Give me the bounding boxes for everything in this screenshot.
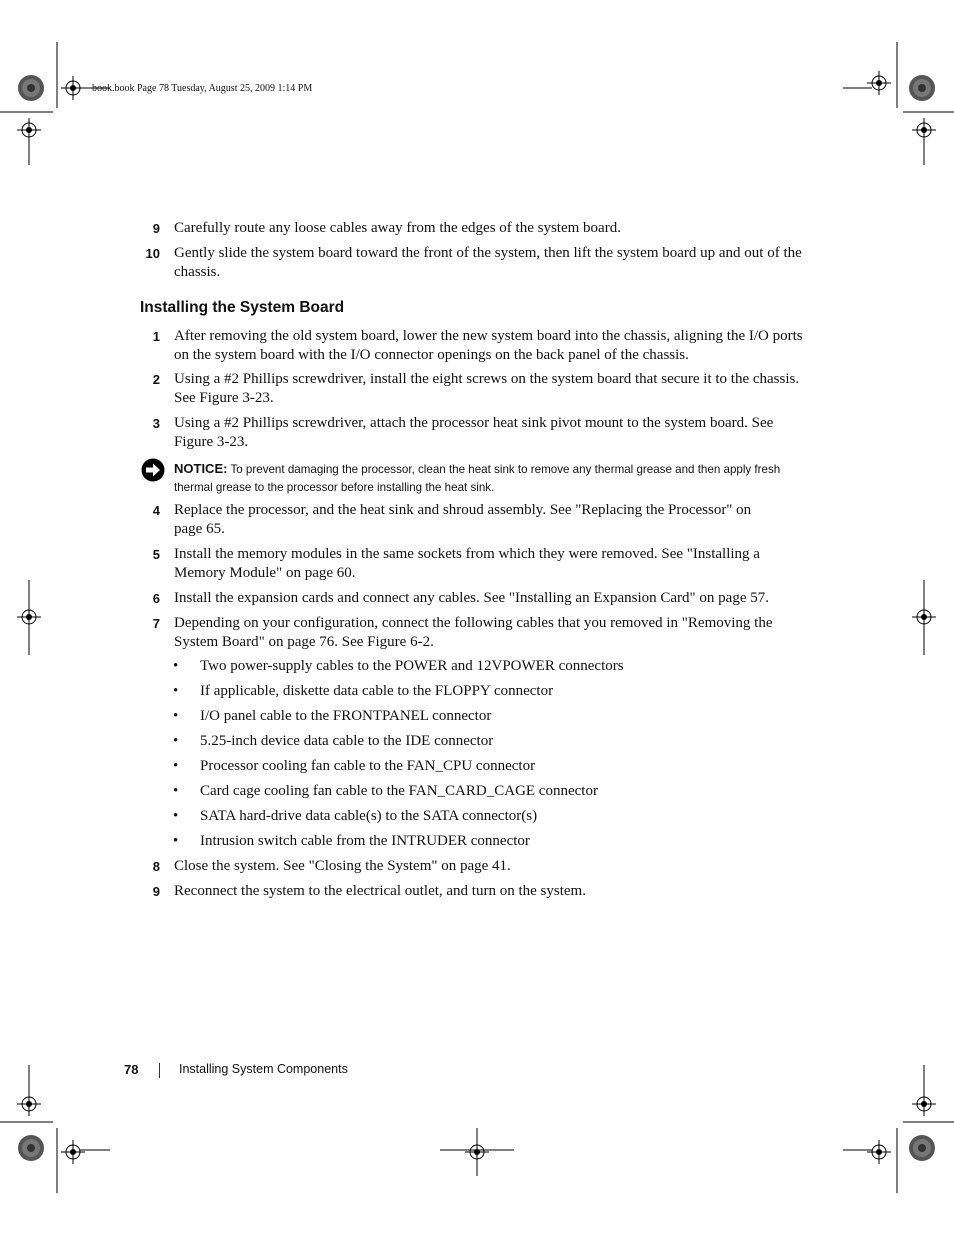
- step-text: Using a #2 Phillips screwdriver, install the eight screws on the system board that secure it to the chassis. See Figure 3-23.: [174, 371, 800, 406]
- starburst-mark-icon: [909, 75, 935, 101]
- step-number: 8: [152, 859, 160, 874]
- registration-mark-icon: [867, 1140, 891, 1164]
- bullet-text: 5.25-inch device data cable to the IDE connector: [200, 733, 494, 749]
- list-item: [140, 414, 810, 452]
- bullet-text: Processor cooling fan cable to the FAN_CPU connector: [200, 758, 536, 774]
- bullet-glyph: •: [173, 683, 179, 699]
- bullet-text: Intrusion switch cable from the INTRUDER connector: [200, 833, 530, 849]
- step-number: 3: [152, 416, 160, 431]
- print-slug: book.book Page 78 Tuesday, August 25, 2009 1:14 PM: [92, 83, 313, 94]
- step-number: 7: [152, 616, 160, 631]
- arrow-right-circle-icon: [141, 458, 165, 482]
- step-number: 1: [152, 329, 160, 344]
- registration-mark-icon: [61, 1140, 85, 1164]
- bullet-glyph: •: [173, 808, 179, 824]
- step-text: Close the system. See "Closing the System" on page 41.: [174, 858, 511, 874]
- bullet-item: [173, 832, 793, 851]
- step-text: Install the expansion cards and connect any cables. See "Installing an Expansion Card" on page 57.: [174, 590, 769, 606]
- starburst-mark-icon: [18, 1135, 44, 1161]
- bullet-item: [173, 657, 793, 676]
- step-text: Using a #2 Phillips screwdriver, attach the processor heat sink pivot mount to the system board. See Figure 3-23.: [174, 415, 774, 450]
- step-number: 9: [152, 884, 160, 899]
- step-text: After removing the old system board, lower the new system board into the chassis, aligning the I/O ports on the system board with the I/O connector openings on the back panel of the chassis.: [174, 328, 803, 363]
- step-number: 5: [152, 547, 160, 562]
- bullet-glyph: •: [173, 733, 179, 749]
- bullet-text: Card cage cooling fan cable to the FAN_CARD_CAGE connector: [200, 783, 598, 799]
- step-number: 4: [152, 503, 160, 518]
- list-item: [140, 219, 810, 238]
- bullet-glyph: •: [173, 658, 179, 674]
- bullet-text: I/O panel cable to the FRONTPANEL connector: [200, 708, 492, 724]
- bullet-glyph: •: [173, 708, 179, 724]
- footer-title: Installing System Components: [179, 1062, 348, 1076]
- list-item: [140, 370, 810, 408]
- bullet-item: [173, 757, 793, 776]
- list-item: [140, 857, 810, 876]
- list-item: [140, 545, 810, 583]
- registration-mark-icon: [912, 1092, 936, 1116]
- registration-mark-icon: [17, 1092, 41, 1116]
- step-text: Replace the processor, and the heat sink and shroud assembly. See "Replacing the Processor" on page 65.: [174, 502, 752, 537]
- bullet-glyph: •: [173, 783, 179, 799]
- bullet-item: [173, 782, 793, 801]
- notice-label: NOTICE:: [174, 461, 228, 476]
- bullet-item: [173, 807, 793, 826]
- footer-divider: [159, 1063, 160, 1078]
- bullet-text: SATA hard-drive data cable(s) to the SATA connector(s): [200, 808, 538, 824]
- bullet-item: [173, 732, 793, 751]
- step-number: 6: [152, 591, 160, 606]
- section-heading: Installing the System Board: [140, 299, 345, 316]
- page-number: 78: [124, 1062, 139, 1077]
- list-item: [140, 882, 810, 901]
- step-text: Carefully route any loose cables away from the edges of the system board.: [174, 220, 621, 236]
- notice-box: [174, 460, 814, 496]
- bullet-glyph: •: [173, 833, 179, 849]
- registration-mark-icon: [17, 118, 41, 142]
- bullet-glyph: •: [173, 758, 179, 774]
- registration-mark-icon: [912, 118, 936, 142]
- step-text: Gently slide the system board toward the front of the system, then lift the system board up and out of the chassis.: [174, 245, 802, 280]
- step-number: 10: [145, 246, 160, 261]
- bullet-text: Two power-supply cables to the POWER and 12VPOWER connectors: [200, 658, 624, 674]
- notice-text: To prevent damaging the processor, clean the heat sink to remove any thermal grease and then apply fresh thermal grease to the processor before installing the heat sink.: [174, 463, 781, 494]
- bullet-text: If applicable, diskette data cable to the FLOPPY connector: [200, 683, 554, 699]
- step-number: 9: [152, 221, 160, 236]
- list-item: [140, 501, 810, 539]
- step-text: Install the memory modules in the same sockets from which they were removed. See "Installing a Memory Module" on page 60.: [174, 546, 760, 581]
- list-item: [140, 327, 810, 365]
- step-text: Depending on your configuration, connect the following cables that you removed in "Removing the System Board" on page 76. See Figure 6-2.: [174, 615, 773, 650]
- bullet-item: [173, 707, 793, 726]
- starburst-mark-icon: [18, 75, 44, 101]
- bullet-item: [173, 682, 793, 701]
- list-item: [140, 244, 810, 282]
- registration-mark-icon: [867, 71, 891, 95]
- step-text: Reconnect the system to the electrical outlet, and turn on the system.: [174, 883, 586, 899]
- list-item: [140, 614, 810, 652]
- starburst-mark-icon: [909, 1135, 935, 1161]
- list-item: [140, 589, 810, 608]
- step-number: 2: [152, 372, 160, 387]
